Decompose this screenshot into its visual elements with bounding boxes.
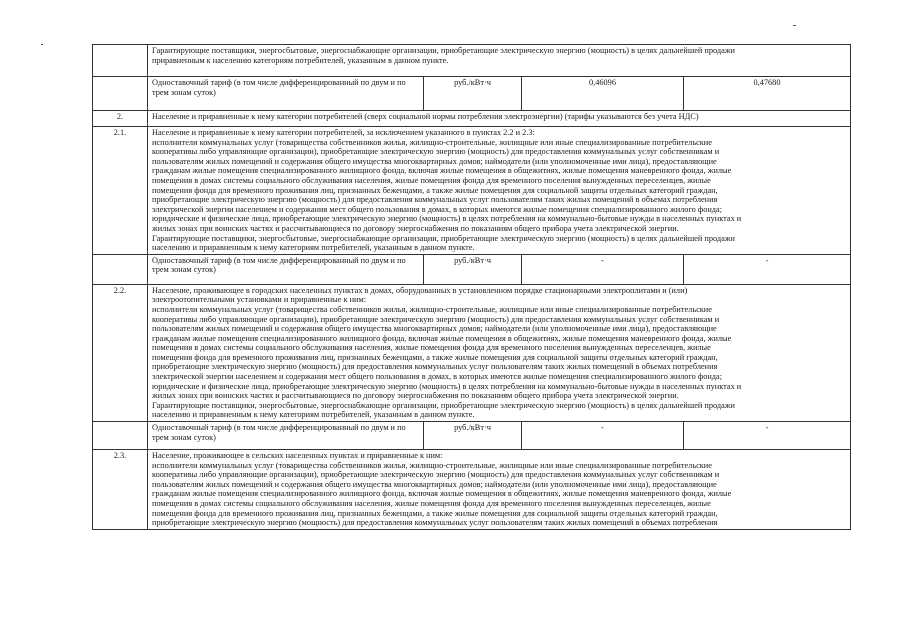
text-line: помещения фонда для временного проживания лиц, признанных беженцами, а также жилые помещения для социальной защиты отдельных категорий граждан, <box>152 185 718 195</box>
text-line: пользователям жилых помещений и содержания общего имущества многоквартирных домов; наймодатели (или уполномоченные ими лица), предоставляющие <box>152 479 717 489</box>
text-line: помещения фонда для временного проживания лиц, признанных беженцами, а также жилые помещения для социальной защиты отдельных категорий граждан, <box>152 352 718 362</box>
text-line: Население, проживающее в сельских населенных пунктах и приравненные к ним: <box>152 451 443 461</box>
table-row <box>93 450 851 530</box>
row-number: 2. <box>93 111 148 127</box>
text-line: Гарантирующие поставщики, энергосбытовые, энергоснабжающие организации, приобретающие электрическую энергию (мощность) в целях дальнейшей продажи <box>152 233 735 243</box>
tariff-label: Одноставочный тариф (в том числе дифференцированный по двум и по трем зонам суток) <box>148 77 424 111</box>
table-row <box>93 284 851 421</box>
row-description <box>148 45 851 77</box>
tariff-value-second-half: - <box>684 422 851 450</box>
table-row <box>93 111 851 127</box>
tariff-label: Одноставочный тариф (в том числе дифференцированный по двум и по трем зонам суток) <box>148 254 424 284</box>
text-line: Население и приравненные к нему категории потребителей, за исключением указанного в пунктах 2.2 и 2.3: <box>152 128 535 137</box>
text-line: Гарантирующие поставщики, энергосбытовые, энергоснабжающие организации, приобретающие электрическую энергию (мощность) в целях дальнейшей продажи <box>152 400 735 410</box>
table-row <box>93 45 851 77</box>
tariff-unit: руб./кВт·ч <box>424 254 522 284</box>
text-line: исполнители коммунальных услуг (товарищества собственников жилья, жилищно-строительные, жилищные или иные специализированные потребительские <box>152 460 712 470</box>
text-line: Население и приравненные к нему категории потребителей (сверх социальной нормы потребления электроэнергии) (тарифы указываются без учета НДС) <box>152 112 699 121</box>
row-number <box>93 77 148 111</box>
row-description <box>148 127 851 255</box>
text-line: кооперативы либо управляющие организации), приобретающие электрическую энергию (мощность) для предоставления коммунальных услуг собственникам и <box>152 147 720 157</box>
text-line: приобретающие электрическую энергию (мощность) для предоставления коммунальных услуг пользователям таких жилых помещений в объемах потребления <box>152 362 718 372</box>
text-line: пользователям жилых помещений и содержания общего имущества многоквартирных домов; наймодатели (или уполномоченные ими лица), предоставляющие <box>152 156 717 166</box>
text-line: гражданам жилые помещения специализированного жилищного фонда, включая жилые помещения в общежитиях, жилые помещения маневренного фонда, жилые <box>152 489 732 499</box>
text-line: приравненным к населению категориям потребителей, указанным в данном пункте. <box>152 55 449 65</box>
text-line: электрической энергии населением и содержания мест общего пользования в домах, в которых имеются жилые помещения специализированного жилого фонда; <box>152 204 723 214</box>
tariff-label: Одноставочный тариф (в том числе дифференцированный по двум и по трем зонам суток) <box>148 422 424 450</box>
text-line: населению и приравненным к нему категориям потребителей, указанным в данном пункте. <box>152 410 475 420</box>
scan-speck <box>41 44 43 45</box>
tariff-row <box>93 77 851 111</box>
table-row <box>93 127 851 255</box>
text-line: юридические и физические лица, приобретающие электрическую энергию (мощность) в целях потребления на коммунально-бытовые нужды в населенных пунктах и <box>152 214 742 224</box>
text-line: исполнители коммунальных услуг (товарищества собственников жилья, жилищно-строительные, жилищные или иные специализированные потребительские <box>152 304 712 314</box>
row-description <box>148 111 851 127</box>
tariff-table <box>92 44 851 530</box>
tariff-value-second-half: - <box>684 254 851 284</box>
tariff-unit: руб./кВт·ч <box>424 422 522 450</box>
text-line: помещения в домах системы социального обслуживания населения, жилые помещения фонда для временного поселения вынужденных переселенцев, жилые <box>152 175 711 185</box>
text-line: помещения фонда для временного проживания лиц, признанных беженцами, а также жилые помещения для социальной защиты отдельных категорий граждан, <box>152 508 718 518</box>
row-number <box>93 254 148 284</box>
row-number <box>93 45 148 77</box>
text-line: приобретающие электрическую энергию (мощность) для предоставления коммунальных услуг пользователям таких жилых помещений в объемах потребления <box>152 518 718 528</box>
text-line: Население, проживающее в городских населенных пунктах в домах, оборудованных в установленном порядке стационарными электроплитами и (или) <box>152 285 688 295</box>
scan-speck <box>793 25 796 26</box>
tariff-value-first-half: 0,46096 <box>522 77 684 111</box>
text-line: помещения в домах системы социального обслуживания населения, жилые помещения фонда для временного поселения вынужденных переселенцев, жилые <box>152 343 711 353</box>
text-line: жилых зонах при воинских частях и рассчитывающиеся по договору энергоснабжения по показаниям общего прибора учета электрической энергии. <box>152 223 679 233</box>
tariff-value-second-half: 0,47680 <box>684 77 851 111</box>
text-line: кооперативы либо управляющие организации), приобретающие электрическую энергию (мощность) для предоставления коммунальных услуг собственникам и <box>152 314 720 324</box>
text-line: юридические и физические лица, приобретающие электрическую энергию (мощность) в целях потребления на коммунально-бытовые нужды в населенных пунктах и <box>152 381 742 391</box>
row-number: 2.2. <box>93 284 148 421</box>
row-number: 2.3. <box>93 450 148 530</box>
tariff-value-first-half: - <box>522 422 684 450</box>
row-description <box>148 284 851 421</box>
text-line: помещения в домах системы социального обслуживания населения, жилые помещения фонда для временного поселения вынужденных переселенцев, жилые <box>152 499 711 508</box>
text-line: жилых зонах при воинских частях и рассчитывающиеся по договору энергоснабжения по показаниям общего прибора учета электрической энергии. <box>152 391 679 401</box>
text-line: населению и приравненным к нему категориям потребителей, указанным в данном пункте. <box>152 243 475 253</box>
text-line: исполнители коммунальных услуг (товарищества собственников жилья, жилищно-строительные, жилищные или иные специализированные потребительские <box>152 137 712 147</box>
row-description <box>148 450 851 530</box>
tariff-value-first-half: - <box>522 254 684 284</box>
text-line: пользователям жилых помещений и содержания общего имущества многоквартирных домов; наймодатели (или уполномоченные ими лица), предоставляющие <box>152 324 717 334</box>
row-number <box>93 422 148 450</box>
tariff-row <box>93 254 851 284</box>
text-line: электрической энергии населением и содержания мест общего пользования в домах, в которых имеются жилые помещения специализированного жилого фонда; <box>152 372 723 382</box>
text-line: гражданам жилые помещения специализированного жилищного фонда, включая жилые помещения в общежитиях, жилые помещения маневренного фонда, жилые <box>152 166 732 176</box>
text-line: Гарантирующие поставщики, энергосбытовые, энергоснабжающие организации, приобретающие электрическую энергию (мощность) в целях дальнейшей продажи <box>152 46 735 55</box>
tariff-unit: руб./кВт·ч <box>424 77 522 111</box>
text-line: электроотопительными установками и приравненные к ним: <box>152 295 367 305</box>
text-line: приобретающие электрическую энергию (мощность) для предоставления коммунальных услуг пользователям таких жилых помещений в объемах потребления <box>152 195 718 205</box>
text-line: гражданам жилые помещения специализированного жилищного фонда, включая жилые помещения в общежитиях, жилые помещения маневренного фонда, жилые <box>152 333 732 343</box>
text-line: кооперативы либо управляющие организации), приобретающие электрическую энергию (мощность) для предоставления коммунальных услуг собственникам и <box>152 470 720 480</box>
tariff-row <box>93 422 851 450</box>
row-number: 2.1. <box>93 127 148 255</box>
